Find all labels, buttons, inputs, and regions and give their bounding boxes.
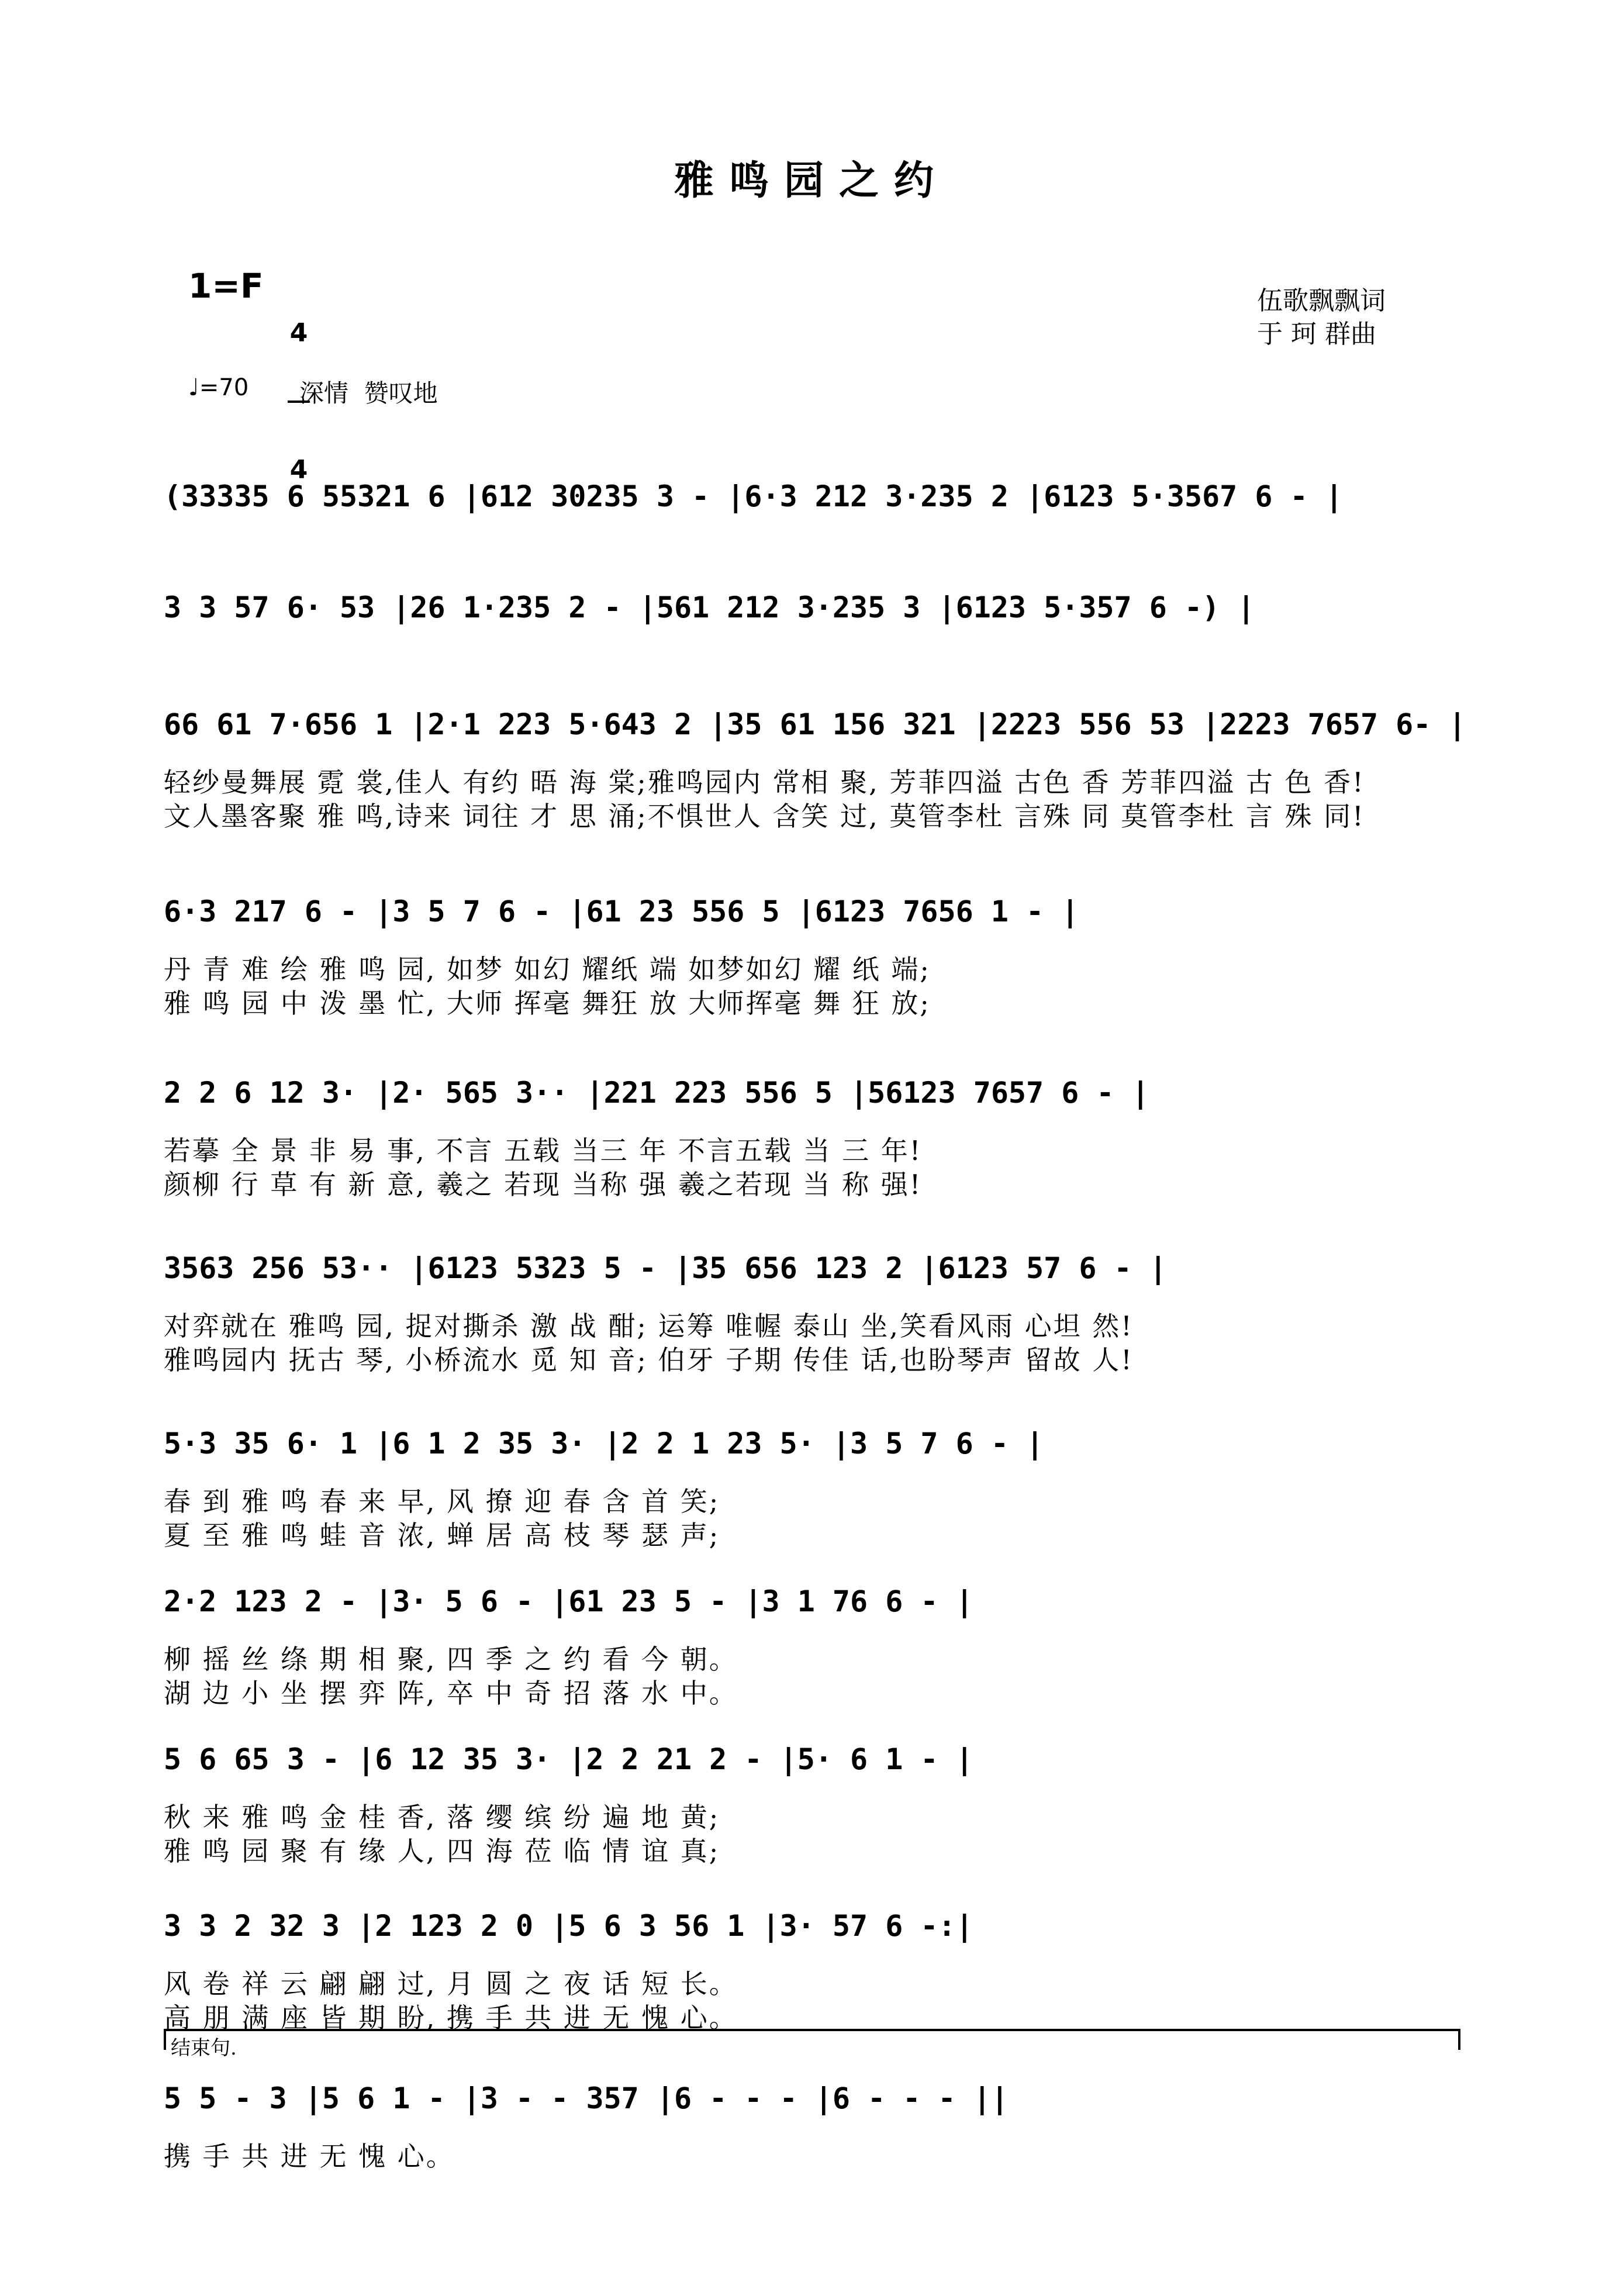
lyrics-verse-2: 雅 鸣 园 聚 有 缘 人, 四 海 莅 临 情 谊 真;	[164, 1835, 720, 1867]
key-signature: 1=F	[188, 266, 264, 306]
ending-label: 结束句.	[171, 2036, 237, 2060]
song-title: 雅鸣园之约	[674, 158, 949, 204]
notation: 2·2 123 2 - |3· 5 6 - |61 23 5 - |3 1 76 6 - |	[164, 1584, 973, 1618]
lyrics-verse-1: 对弈就在 雅鸣 园, 捉对撕杀 激 战 酣; 运筹 唯幄 泰山 坐,笑看风雨 心坦 然!	[164, 1310, 1134, 1342]
lyrics-verse-1: 若摹 全 景 非 易 事, 不言 五载 当三 年 不言五载 当 三 年!	[164, 1135, 923, 1166]
notation: 2 2 6 12 3· |2· 565 3·· |221 223 556 5 |56123 7657 6 - |	[164, 1076, 1149, 1110]
lyrics-verse-2: 颜柳 行 草 有 新 意, 羲之 若现 当称 强 羲之若现 当 称 强!	[164, 1169, 923, 1200]
lyrics-verse-1: 轻纱曼舞展 霓 裳,佳人 有约 晤 海 棠;雅鸣园内 常相 聚, 芳菲四溢 古色 香 芳菲四溢 古 色 香!	[164, 767, 1365, 798]
meter-bottom: 4	[289, 455, 308, 485]
lyrics-verse-2: 文人墨客聚 雅 鸣,诗来 词往 才 思 涌;不惧世人 含笑 过, 莫管李杜 言殊 同 莫管李杜 言 殊 同!	[164, 800, 1365, 832]
ending-bracket	[164, 2029, 1460, 2050]
notation: 5 5 - 3 |5 6 1 - |3 - - 357 |6 - - - |6 - - - ||	[164, 2081, 1009, 2115]
lyrics-verse-2: 雅 鸣 园 中 泼 墨 忙, 大师 挥毫 舞狂 放 大师挥毫 舞 狂 放;	[164, 988, 931, 1019]
notation: 6·3 217 6 - |3 5 7 6 - |61 23 556 5 |6123 7656 1 - |	[164, 895, 1079, 928]
lyrics-verse-2: 高 朋 满 座 皆 期 盼, 携 手 共 进 无 愧 心。	[164, 2002, 738, 2033]
expression-mark: 深情 赞叹地	[299, 379, 438, 408]
notation: 3563 256 53·· |6123 5323 5 - |35 656 123 2 |6123 57 6 - |	[164, 1251, 1167, 1285]
lyrics-verse-1: 柳 摇 丝 绦 期 相 聚, 四 季 之 约 看 今 朝。	[164, 1644, 738, 1675]
notation: (33335 6 55321 6 |612 30235 3 - |6·3 212 3·235 2 |6123 5·3567 6 - |	[164, 479, 1343, 513]
lyricist-credit: 伍歌飘飘词	[1257, 286, 1386, 316]
lyrics-verse-2: 湖 边 小 坐 摆 弈 阵, 卒 中 奇 招 落 水 中。	[164, 1677, 738, 1709]
lyrics-verse-1: 春 到 雅 鸣 春 来 早, 风 撩 迎 春 含 首 笑;	[164, 1486, 720, 1517]
composer-credit: 于 珂 群曲	[1257, 319, 1376, 349]
lyrics-verse-1: 丹 青 难 绘 雅 鸣 园, 如梦 如幻 耀纸 端 如梦如幻 耀 纸 端;	[164, 954, 931, 985]
notation: 5 6 65 3 - |6 12 35 3· |2 2 21 2 - |5· 6 1 - |	[164, 1742, 973, 1776]
tempo-mark: ♩=70	[188, 374, 249, 401]
lyrics-ending: 携 手 共 进 无 愧 心。	[164, 2140, 455, 2172]
lyrics-verse-1: 秋 来 雅 鸣 金 桂 香, 落 缨 缤 纷 遍 地 黄;	[164, 1801, 720, 1833]
lyrics-verse-1: 风 卷 祥 云 翩 翩 过, 月 圆 之 夜 话 短 长。	[164, 1968, 738, 2000]
notation: 5·3 35 6· 1 |6 1 2 35 3· |2 2 1 23 5· |3 5 7 6 - |	[164, 1427, 1044, 1461]
notation: 3 3 2 32 3 |2 123 2 0 |5 6 3 56 1 |3· 57 6 -:|	[164, 1909, 973, 1943]
meter-top: 4	[289, 318, 308, 348]
lyrics-verse-2: 夏 至 雅 鸣 蛙 音 浓, 蝉 居 高 枝 琴 瑟 声;	[164, 1520, 720, 1551]
lyrics-verse-2: 雅鸣园内 抚古 琴, 小桥流水 觅 知 音; 伯牙 子期 传佳 话,也盼琴声 留故 人!	[164, 1344, 1134, 1376]
notation: 3 3 57 6· 53 |26 1·235 2 - |561 212 3·235 3 |6123 5·357 6 -) |	[164, 591, 1255, 624]
notation: 66 61 7·656 1 |2·1 223 5·643 2 |35 61 156 321 |2223 556 53 |2223 7657 6- |	[164, 707, 1466, 741]
